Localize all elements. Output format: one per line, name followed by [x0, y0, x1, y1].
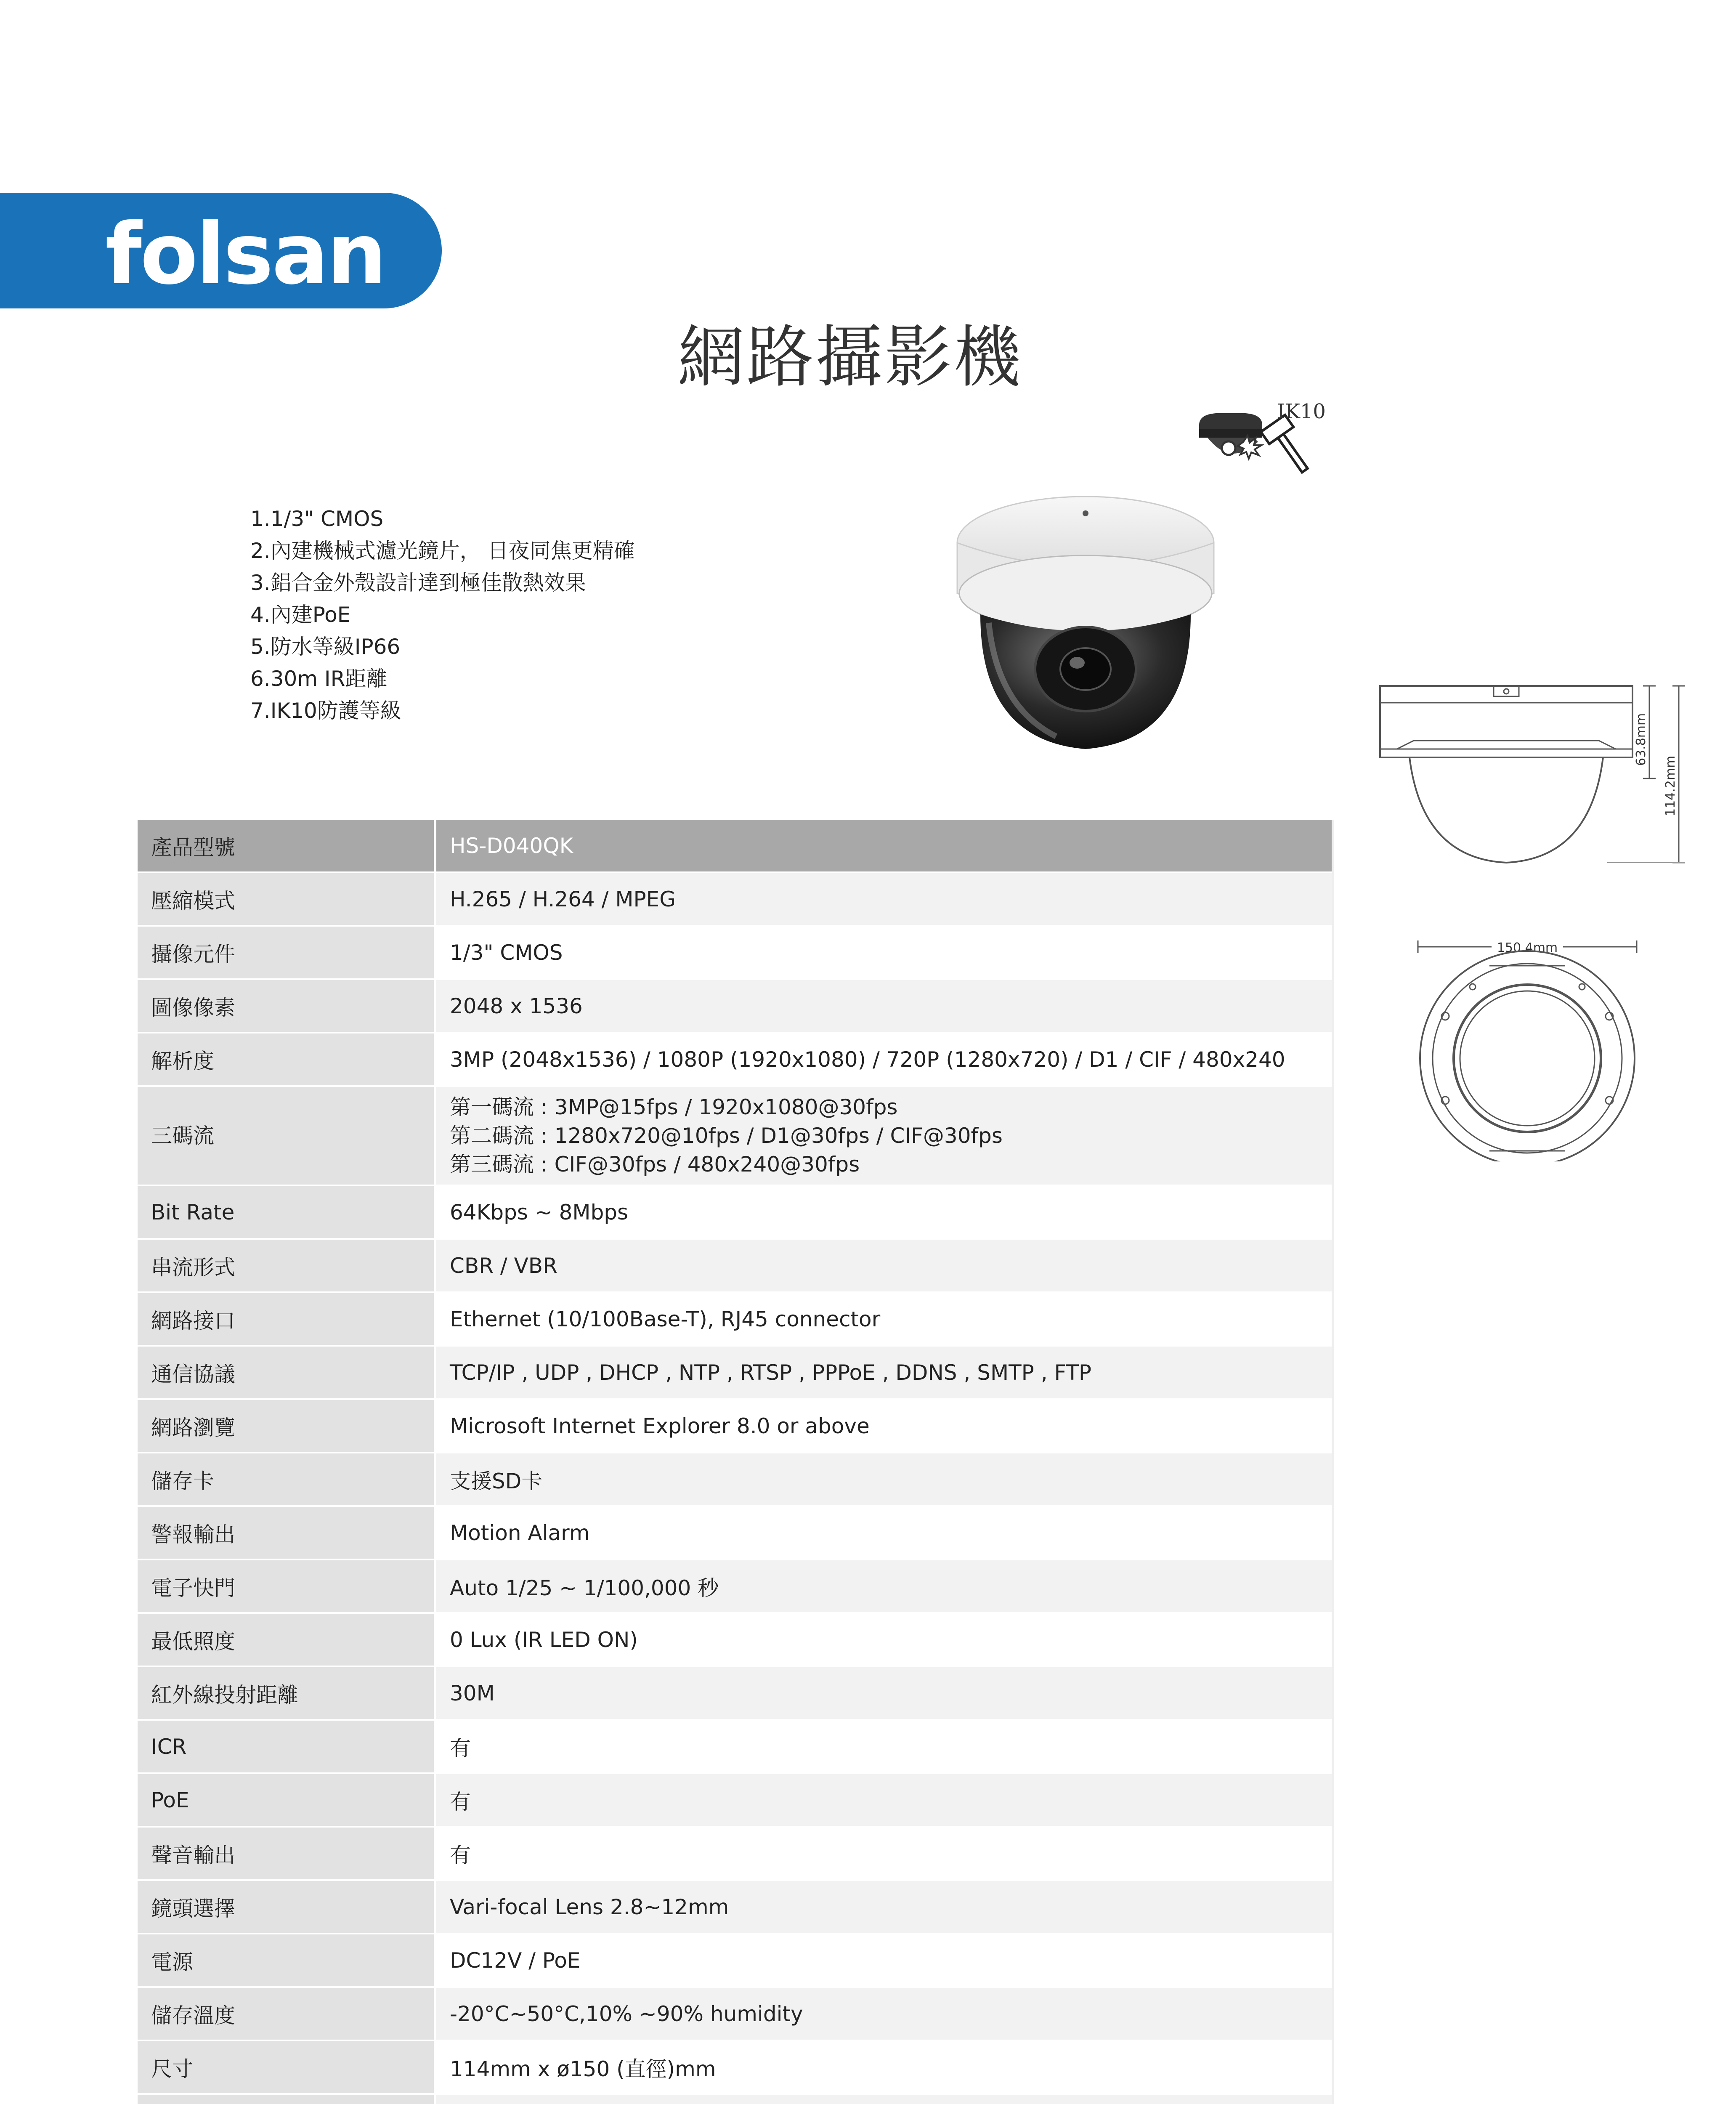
feature-list [250, 503, 635, 727]
page-title: 網路攝影機 [677, 318, 1023, 396]
spec-label: 圖像像素 [138, 979, 435, 1033]
top-width-label: 150.4mm [1497, 940, 1558, 955]
spec-label: 電源 [138, 1934, 435, 1987]
spec-value: 0 Lux (IR LED ON) [435, 1613, 1333, 1666]
spec-row [138, 1987, 1333, 2040]
spec-value: 有 [435, 1773, 1333, 1827]
spec-row [138, 1239, 1333, 1292]
spec-label: 儲存溫度 [138, 1987, 435, 2040]
spec-row [138, 979, 1333, 1033]
spec-value: 64Kbps ~ 8Mbps [435, 1185, 1333, 1239]
spec-value: Ethernet (10/100Base-T), RJ45 connector [435, 1292, 1333, 1346]
spec-label: 鏡頭選擇 [138, 1880, 435, 1934]
spec-row [138, 1666, 1333, 1720]
spec-label: 串流形式 [138, 1239, 435, 1292]
spec-label: 攝像元件 [138, 926, 435, 979]
spec-row [138, 1506, 1333, 1559]
spec-label: 產品型號 [138, 820, 435, 872]
spec-label: PoE [138, 1773, 435, 1827]
spec-value: Motion Alarm [435, 1506, 1333, 1559]
spec-label: 紅外線投射距離 [138, 1666, 435, 1720]
spec-label: 三碼流 [138, 1086, 435, 1185]
spec-row [138, 1086, 1333, 1185]
side-view-drawing [1372, 677, 1691, 875]
spec-row [138, 2094, 1333, 2104]
spec-value: 1/3" CMOS [435, 926, 1333, 979]
spec-label: 警報輸出 [138, 1506, 435, 1559]
spec-row [138, 1033, 1333, 1086]
spec-row [138, 872, 1333, 926]
spec-value: Microsoft Internet Explorer 8.0 or above [435, 1399, 1333, 1453]
spec-value: 30M [435, 1666, 1333, 1720]
spec-row [138, 1720, 1333, 1773]
spec-value: Auto 1/25 ~ 1/100,000 秒 [435, 1559, 1333, 1613]
spec-value: DC12V / PoE [435, 1934, 1333, 1987]
spec-label: 網路接口 [138, 1292, 435, 1346]
spec-value: 有 [435, 1827, 1333, 1880]
spec-value: HS-D040QK [435, 820, 1333, 872]
dome-camera-photo [947, 488, 1224, 757]
spec-value: CBR / VBR [435, 1239, 1333, 1292]
spec-row [138, 1185, 1333, 1239]
spec-value [435, 1086, 1333, 1185]
feature-item: 1.1/3" CMOS [250, 507, 384, 531]
brand-tab [0, 193, 442, 308]
side-height-inner-label: 63.8mm [1634, 713, 1648, 766]
spec-label: Bit Rate [138, 1185, 435, 1239]
spec-label: 最低照度 [138, 1613, 435, 1666]
spec-table [138, 820, 1334, 2104]
ik10-label: IK10 [1277, 400, 1326, 423]
spec-value: Vari-focal Lens 2.8~12mm [435, 1880, 1333, 1934]
spec-row [138, 1880, 1333, 1934]
brand-logo: folsan [105, 205, 385, 303]
spec-row [138, 1346, 1333, 1399]
top-view-drawing [1405, 926, 1649, 1161]
spec-label: 通信協議 [138, 1346, 435, 1399]
spec-value-line: 第二碼流 : 1280x720@10fps / D1@30fps / CIF@30fps [450, 1124, 1003, 1148]
spec-label: 解析度 [138, 1033, 435, 1086]
spec-label: 壓縮模式 [138, 872, 435, 926]
spec-row [138, 1773, 1333, 1827]
feature-item: 4.內建PoE [250, 603, 351, 627]
spec-value: 有 [435, 1720, 1333, 1773]
spec-value: TCP/IP , UDP , DHCP , NTP , RTSP , PPPoE , DDNS , SMTP , FTP [435, 1346, 1333, 1399]
spec-value [435, 2094, 1333, 2104]
spec-value: 2048 x 1536 [435, 979, 1333, 1033]
spec-value-line: 第一碼流 : 3MP@15fps / 1920x1080@30fps [450, 1095, 898, 1119]
feature-item: 2.內建機械式濾光鏡片， 日夜同焦更精確 [250, 539, 635, 563]
spec-value: 支援SD卡 [435, 1453, 1333, 1506]
spec-label: 聲音輸出 [138, 1827, 435, 1880]
ik10-badge [1199, 396, 1325, 480]
feature-item: 6.30m IR距離 [250, 667, 388, 691]
spec-row [138, 1559, 1333, 1613]
spec-value: H.265 / H.264 / MPEG [435, 872, 1333, 926]
spec-label [138, 2094, 435, 2104]
spec-row [138, 926, 1333, 979]
spec-value: 3MP (2048x1536) / 1080P (1920x1080) / 720P (1280x720) / D1 / CIF / 480x240 [435, 1033, 1333, 1086]
spec-value: -20°C~50°C,10% ~90% humidity [435, 1987, 1333, 2040]
spec-label: 電子快門 [138, 1559, 435, 1613]
feature-item: 3.鋁合金外殼設計達到極佳散熱效果 [250, 571, 586, 595]
spec-row [138, 1399, 1333, 1453]
spec-row [138, 1453, 1333, 1506]
spec-row [138, 2040, 1333, 2094]
spec-row [138, 1827, 1333, 1880]
spec-row [138, 1613, 1333, 1666]
spec-label: 儲存卡 [138, 1453, 435, 1506]
spec-label: ICR [138, 1720, 435, 1773]
spec-value-line: 第三碼流 : CIF@30fps / 480x240@30fps [450, 1152, 860, 1177]
spec-value: 114mm x ø150 (直徑)mm [435, 2040, 1333, 2094]
spec-label: 尺寸 [138, 2040, 435, 2094]
side-height-total-label: 114.2mm [1663, 755, 1678, 816]
spec-row [138, 1934, 1333, 1987]
spec-label: 網路瀏覽 [138, 1399, 435, 1453]
feature-item: 5.防水等級IP66 [250, 635, 401, 659]
spec-row [138, 1292, 1333, 1346]
spec-row [138, 820, 1333, 872]
feature-item: 7.IK10防護等級 [250, 699, 401, 723]
